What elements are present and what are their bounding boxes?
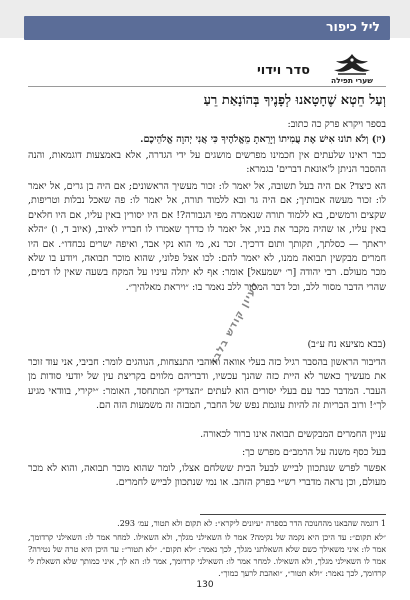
- confession-verse: וְעַל חֵטְא שֶׁחָטָאנוּ לְפָנֶיךָ בְּהוֹנָאַת רֵעַ: [203, 93, 386, 108]
- logo-text: שערי תפילה: [331, 76, 373, 85]
- page-number: 130: [196, 580, 214, 590]
- footnote-text: ״לא תקום״: עד היכן היא נקמה של נקימה? אמר לו השאילני מגלך, ולא השאילו. למחר אמר לו: השאילני קרדומך, אמר לו: איני משאילך כשם שלא השאלתני מגלך, לכך נאמר: ״לא תקום״. ״לא תטור״: עד היכן היא טרה של נטירה? אמר לו השאילני מגלך, ולא השאילו. למחר אמר לו: השאילני קרדומך, אמר לו: הא לך, איני כמותך שלא השאלת לי קרדומך, לכך נאמר: ״ולא תטור״, ״ואהבת לרעך כמוך״.: [28, 533, 386, 578]
- watermark-stamp: לעיון קודש בלבד: [208, 279, 262, 368]
- body-paragraph: הדיבור הראשון בהסבר רגיל כזה בעלי אוואה ואוהבי התנצחות, הנוהגים לומר: חביבי, אני עוד זוכר את מעשיך כאשר לא היית כזה שהנך עכשיו, ודבריהם מלווים בקריצת עין של יודעי סודות מן העבר. המדבר כבר עם בעלי יסורים הוא לעתים ״הצדיק״ המתחסד, האומר: ״יקירי, בוודאי מגיע לך״! ורוב הבריות זה להיות עוגמת נפש של החבר, המבזה זה משמעות הזה הם.: [28, 357, 386, 412]
- body-paragraph: עניין החמרים המבקשים תבואה אינו ברור לכאורה.: [200, 429, 386, 440]
- footnote-divider: [200, 514, 386, 515]
- section-title: סדר וידוי: [256, 63, 310, 78]
- scripture-quote: (יז) וְלֹא תוֹנוּ אִישׁ אֶת עֲמִיתוֹ וְיָרֵאתָ מֵאֱלֹהֶיךָ כִּי אֲנִי יְהוָה אֱלֹהֵיכֶם.: [140, 134, 386, 145]
- publisher-logo: [322, 52, 382, 88]
- citation: (בבא מציעא נח ע״ב): [307, 339, 386, 350]
- body-paragraph: כבר ראינו שלעתים אין חכמינו מפרשים מושגים על ידי הגדרה, אלא באמצעות דוגמאות, והנה ההסבר הניתן ל'אונאת דברים' בגמרא:: [28, 150, 386, 176]
- commentary-quote: אפשר לפרש שנתכוון לבייש לבעל הבית ששלחם אצלו, לומר שהוא מוכר תבואה, והוא לא מכר מעולם, וכן נראה מדברי רש״י בפרק הזהב. או נמי שנתכוון לבייש לחמרים.: [28, 463, 386, 489]
- running-header-title: ליל כיפור: [326, 19, 380, 34]
- source-intro: בספר ויקרא פרק כה כתוב:: [287, 119, 386, 130]
- footnote: 1 דוגמה שהבאנו מהחנוכה הדר בספרה ״עיונים ליקרא״: לא תקום ולא תטור, עמ׳ 293.: [117, 519, 386, 528]
- section-divider: [28, 86, 386, 87]
- talmud-quote: הא כיצד? אם היה בעל תשובה, אל יאמר לו: זכור מעשיך הראשונים; אם היה בן גרים, אל יאמר לו: זכור מעשה אבותיך; אם היה גר ובא ללמוד תורה, אל יאמר לו: פה שאכל נבלות וטריפות, שקצים ורמשים, בא ללמוד תורה שנאמרה מפי הגבורה?! אם היו יסורין באין עליו, אם היו חלאים באין עליו, או שהיה מקבר את בניו, אל יאמר לו כדרך שאמרו לו חבריו לאיוב, (איוב ד, ו) ״הלא יראתך — כסלתך, תקותך ותום דרכיך. זכר נא, מי הוא נקי אבד, ואיפה ישרים נכחדו״. אם היו חמרים מבקשין תבואה ממנו, לא יאמר להם: לכו אצל פלוני, שהוא מוכר תבואה, ויודע בו שלא מכר מעולם. רבי יהודה [ר׳ ישמעאל] אומר: אף לא יתלה עיניו על המקח בשעה שאין לו דמים, שהרי הדבר מסור ללב, וכל דבר המסור ללב נאמר בו: ״ויראת מאלהיך״.: [28, 181, 386, 293]
- body-paragraph: בעל כסף משנה על הרמב״ם מפרש כך:: [241, 447, 386, 458]
- running-header: [24, 16, 390, 40]
- ornament-icon: [330, 52, 374, 78]
